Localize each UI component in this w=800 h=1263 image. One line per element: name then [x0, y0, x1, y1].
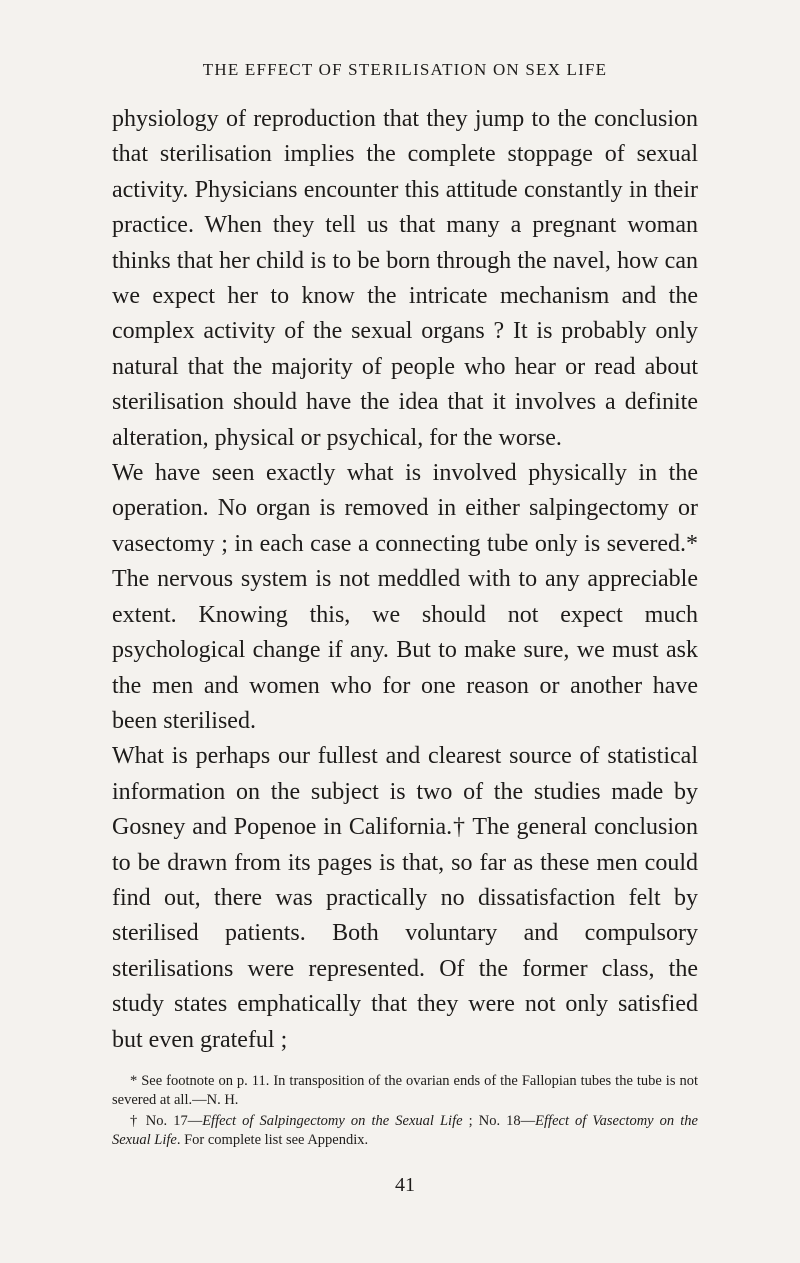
book-page: [112, 52, 698, 1197]
footnote-dagger-prefix: † No. 17—: [130, 1112, 203, 1129]
running-head: THE EFFECT OF STERILISATION ON SEX LIFE: [202, 60, 608, 79]
footnote-dagger: [112, 1112, 698, 1150]
body-text: [112, 102, 698, 1058]
paragraph-1: physiology of reproduction that they jump to the conclusion that sterilisation implies the complete stoppage of sexual activity. Physicians encounter this attitude constantly in their practice. When they tell us that many a pregnant woman thinks that her child is to be born through the navel, how can we expect her to know the intricate mechanism and the complex activity of the sexual organs ? It is probably only natural that the majority of people who hear or read about sterilisation should have the idea that it involves a definite alteration, physical or psychical, for the worse.: [112, 106, 698, 451]
footnote-dagger-suffix: . For complete list see Appendix.: [176, 1131, 369, 1148]
footnote-title-salpingectomy: Effect of Salpingectomy on the Sexual Life: [202, 1112, 463, 1129]
footnotes: [112, 1072, 698, 1150]
paragraph-2: We have seen exactly what is involved physically in the operation. No organ is removed in either salpingectomy or vasectomy ; in each case a connecting tube only is severed.* The nervous system is not meddled with to any appreciable extent. Knowing this, we should not expect much psychological change if any. But to make sure, we must ask the men and women who for one reason or another have been sterilised.: [112, 460, 698, 734]
footnote-asterisk: * See footnote on p. 11. In transposition of the ovarian ends of the Fallopian tubes the tube is not severed at all.—N. H.: [112, 1072, 698, 1108]
page-number: 41: [395, 1173, 415, 1196]
paragraph-3: What is perhaps our fullest and clearest source of statistical information on the subject is two of the studies made by Gosney and Popenoe in California.† The general conclusion to be drawn from its pages is that, so far as these men could find out, there was practically no dissatisfaction felt by sterilised patients. Both voluntary and compulsory sterilisations were represented. Of the former class, the study states emphatically that they were not only satisfied but even grateful ;: [112, 743, 698, 1053]
footnote-dagger-mid: ; No. 18—: [462, 1112, 536, 1129]
footnote-title-vasectomy: Effect of Vasectomy on the Sexual Life: [112, 1112, 698, 1148]
